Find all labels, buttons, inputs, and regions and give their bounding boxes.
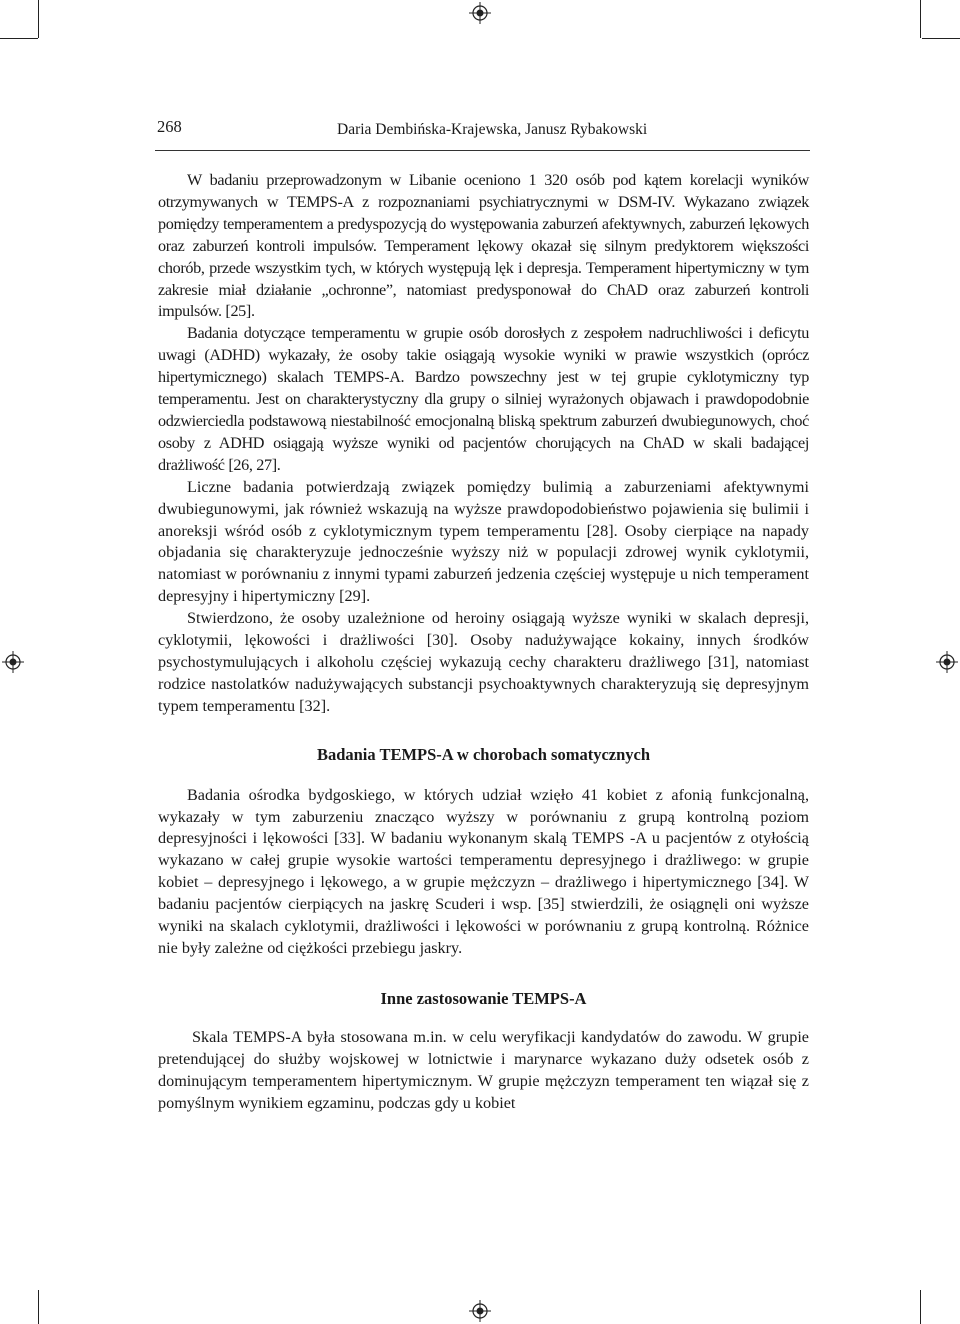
paragraph: Stwierdzono, że osoby uzależnione od heroiny osiągają wyższe wyniki w skalach depresji, cyklotymii, lękowości i drażliwości [30]. Osoby nadużywające kokainy, innych środków psychostymulujących i alkoholu częściej wykazują cechy charakteru drażliwego [31], natomiast rodzice nastolatków nadużywających substancji psychoaktywnych charakteryzują się depresyjnym typem temperamentu [32].: [158, 609, 809, 715]
registration-mark-icon: [2, 651, 24, 673]
paragraph: Skala TEMPS-A była stosowana m.in. w celu weryfikacji kandydatów do zawodu. W grupie pretendującej do służby wojskowej w lotnictwie i marynarce wykazano duży odsetek osób z dominującym temperamentem hipertymicznym. W grupie mężczyzn temperament ten wiązał się z pomyślnym wynikiem egzaminu, podczas gdy u kobiet: [158, 1027, 809, 1112]
crop-mark: [920, 1290, 921, 1324]
running-header-authors: Daria Dembińska-Krajewska, Janusz Rybakowski: [337, 121, 648, 138]
registration-mark-icon: [469, 2, 491, 24]
crop-mark: [38, 0, 39, 38]
body-text: [158, 170, 809, 1115]
header-rule: [155, 150, 810, 151]
paragraph: Badania ośrodka bydgoskiego, w których udział wzięło 41 kobiet z afonią funkcjonalną, wykazały w tym zaburzeniu znacząco wyższy w porównaniu z grupą kontrolną poziom depresyjności i lękowości [33]. W badaniu wykonanym skalą TEMPS -A u pacjentów z otyłością wykazano w całej grupie wysokie wartości temperamentu depresyjnego i drażliwego: w grupie kobiet – depresyjnego i lękowego, a w grupie mężczyzn – drażliwego i hipertymicznego [34]. W badaniu pacjentów cierpiących na jaskrę Scuderi i wsp. [35] stwierdzili, że osiągnęli oni wyższe wyniki na skalach cyklotymii, drażliwości i lękowości w porównaniu z grupą kontrolną. Różnice nie były zależne od ciężkości przebiegu jaskry.: [158, 785, 809, 957]
registration-mark-icon: [469, 1300, 491, 1322]
crop-mark: [0, 38, 38, 39]
section-heading: Badania TEMPS-A w chorobach somatycznych: [316, 744, 651, 764]
crop-mark: [920, 0, 921, 38]
paragraph: Badania dotyczące temperamentu w grupie osób dorosłych z zespołem nadruchliwości i deficytu uwagi (ADHD) wykazały, że osoby takie osiągają wysokie wyniki w prawie wszystkich (oprócz hipertymicznego) skalach TEMPS-A. Bardzo powszechny jest w tej grupie cyklotymiczny typ temperamentu. Jest on charakterystyczny dla grupy o silniej wyrażonych objawach i prawdopodobnie odzwierciedla podstawową niestabilność emocjonalną bliską spektrum zaburzeń dwubiegunowych, choć osoby z ADHD osiągają wyższe wyniki od pacjentów chorujących na ChAD w skali badającej drażliwość [26, 27].: [158, 324, 809, 474]
crop-mark: [38, 1290, 39, 1324]
section-heading: Inne zastosowanie TEMPS-A: [380, 988, 587, 1008]
paragraph: W badaniu przeprowadzonym w Libanie oceniono 1 320 osób pod kątem korelacji wyników otrzymywanych w TEMPS-A z rozpoznaniami psychiatrycznymi w DSM-IV. Wykazano związek pomiędzy temperamentem a predyspozycją do występowania zaburzeń afektywnych, zaburzeń lękowych oraz zaburzeń kontroli impulsów. Temperament lękowy okazał się silnym predyktorem większości chorób, przede wszystkim tych, w których występują lęk i depresja. Temperament hipertymiczny w tym zakresie miał działanie „ochronne”, natomiast predysponował do ChAD oraz zaburzeń kontroli impulsów. [25].: [158, 171, 809, 321]
page-number: 268: [157, 117, 182, 136]
registration-mark-icon: [936, 651, 958, 673]
paragraph: Liczne badania potwierdzają związek pomiędzy bulimią a zaburzeniami afektywnymi dwubiegunowymi, jak również wskazują na wyższe prawdopodobieństwo pojawienia się bulimii i anoreksji wśród osób z cyklotymicznym typem temperamentu [28]. Osoby cierpiące na napady objadania się charakteryzuje jednocześnie wyższy niż w populacji zdrowej wynik cyklotymii, natomiast w porównaniu z innymi typami zaburzeń jedzenia częściej występuje u nich temperament depresyjny i hipertymiczny [29].: [158, 477, 809, 606]
crop-mark: [922, 38, 960, 39]
